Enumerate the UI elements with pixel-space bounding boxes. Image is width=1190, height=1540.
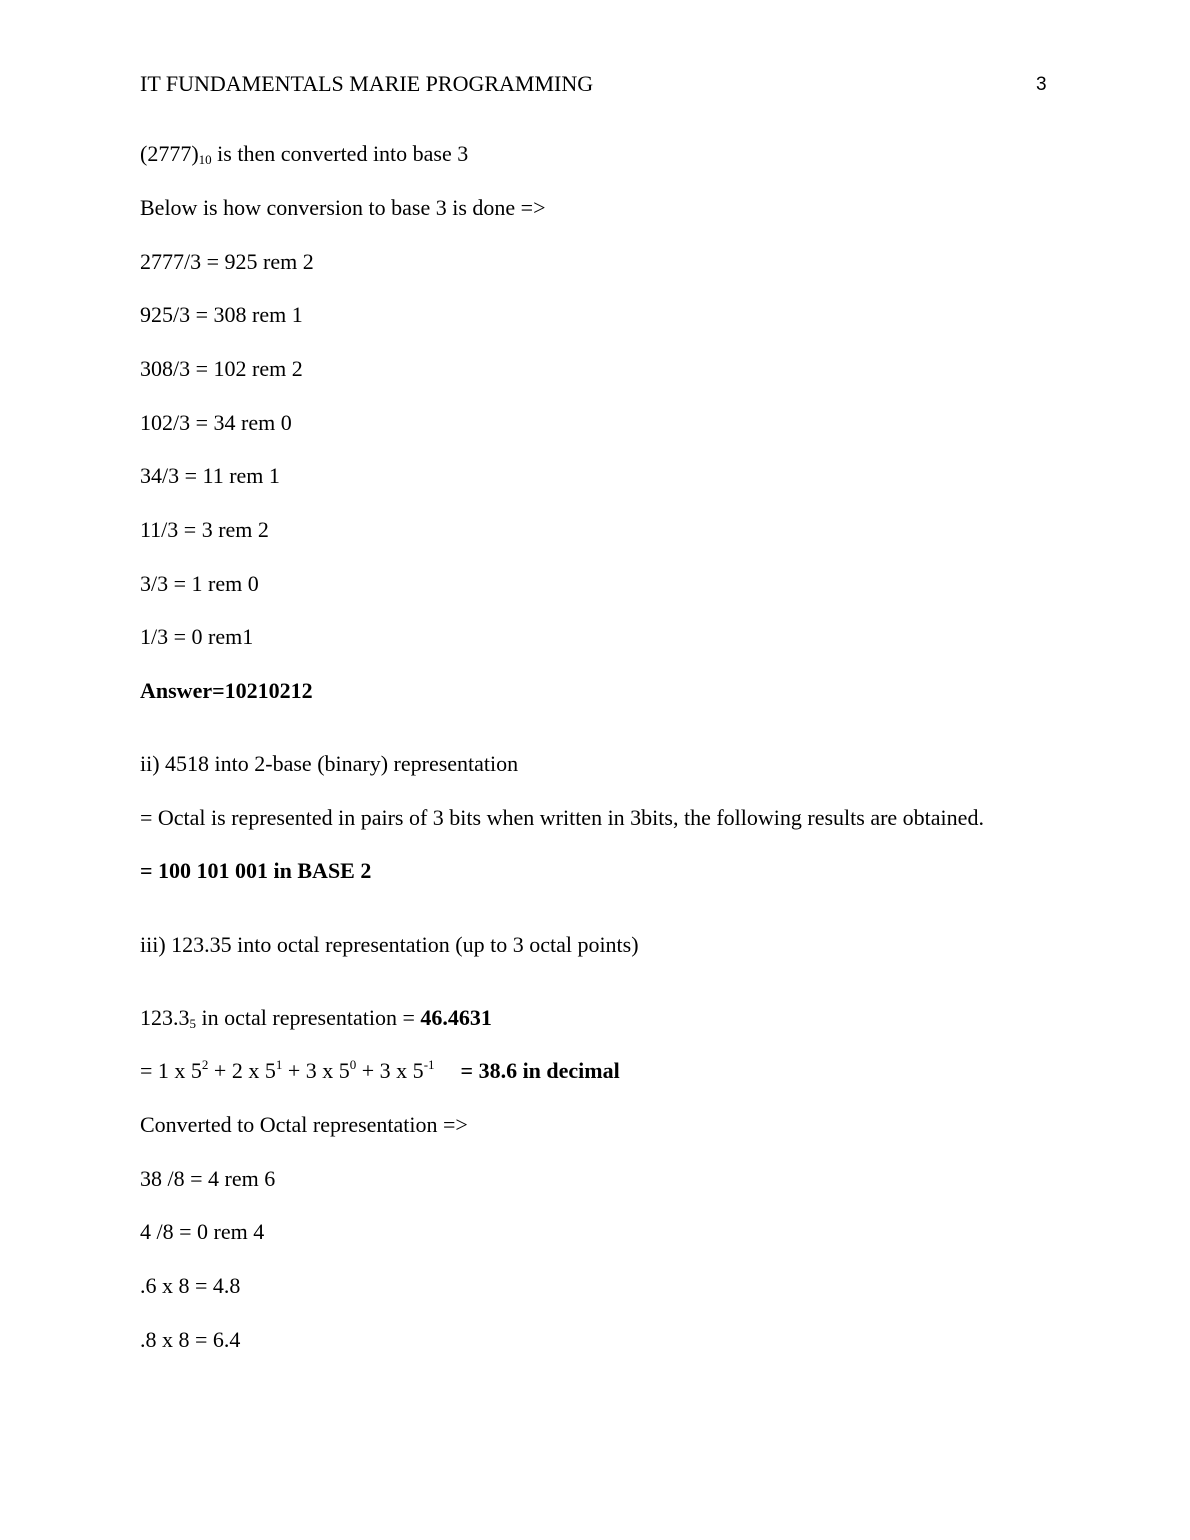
division-step: 34/3 = 11 rem 1 [140, 463, 280, 488]
expansion-term: = 1 x 5 [140, 1058, 202, 1083]
octal-base: 5 [189, 1016, 196, 1031]
octal-conversion-intro: Converted to Octal representation => [140, 1112, 468, 1137]
division-step: 102/3 = 34 rem 0 [140, 410, 292, 435]
conversion-intro: Below is how conversion to base 3 is done => [140, 195, 546, 220]
exponent: 0 [349, 1057, 357, 1072]
division-step: 2777/3 = 925 rem 2 [140, 249, 314, 274]
octal-step: 38 /8 = 4 rem 6 [140, 1166, 276, 1191]
intro-number: (2777) [140, 141, 199, 166]
expansion-term: + 2 x 5 [208, 1058, 276, 1083]
intro-line [140, 141, 468, 167]
octal-middle: in octal representation = [196, 1005, 421, 1030]
section-iii-heading: iii) 123.35 into octal representation (up to 3 octal points) [140, 932, 639, 957]
division-step: 308/3 = 102 rem 2 [140, 356, 303, 381]
octal-step: .8 x 8 = 6.4 [140, 1327, 241, 1352]
octal-prefix: 123.3 [140, 1005, 190, 1030]
intro-text: is then converted into base 3 [211, 141, 469, 166]
binary-answer: = 100 101 001 in BASE 2 [140, 858, 372, 883]
division-step: 1/3 = 0 rem1 [140, 624, 254, 649]
page-number: 3 [1036, 74, 1047, 95]
decimal-result: = 38.6 in decimal [460, 1058, 620, 1083]
exponent: 2 [201, 1057, 209, 1072]
octal-value: 46.4631 [420, 1005, 492, 1030]
division-step: 3/3 = 1 rem 0 [140, 571, 259, 596]
section-ii-heading: ii) 4518 into 2-base (binary) representation [140, 751, 519, 776]
exponent: -1 [423, 1057, 435, 1072]
base3-answer: Answer=10210212 [140, 678, 313, 703]
octal-step: .6 x 8 = 4.8 [140, 1273, 241, 1298]
octal-result-line [140, 1005, 492, 1031]
expansion-term: + 3 x 5 [282, 1058, 350, 1083]
division-step: 925/3 = 308 rem 1 [140, 302, 303, 327]
octal-step: 4 /8 = 0 rem 4 [140, 1219, 265, 1244]
section-ii-explanation: = Octal is represented in pairs of 3 bits when written in 3bits, the following results are obtained. [140, 805, 984, 830]
expansion-line [140, 1058, 620, 1084]
division-step: 11/3 = 3 rem 2 [140, 517, 269, 542]
exponent: 1 [275, 1057, 283, 1072]
intro-base: 10 [198, 152, 212, 167]
expansion-term: + 3 x 5 [356, 1058, 424, 1083]
header-title: IT FUNDAMENTALS MARIE PROGRAMMING [140, 71, 594, 96]
